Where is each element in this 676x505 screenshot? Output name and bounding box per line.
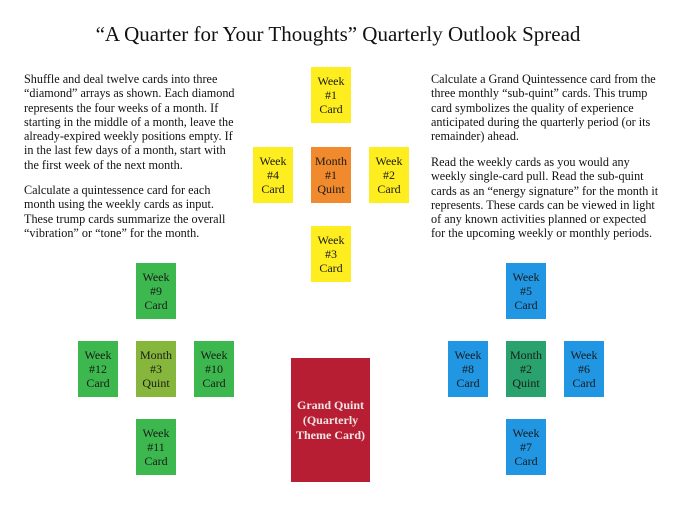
text-line: Shuffle and deal twelve cards into three: [24, 72, 218, 86]
text-line: of any known activities planned or expected: [431, 212, 647, 227]
text-line: Read the weekly cards as you would any: [431, 155, 630, 169]
month-2-quint-card: Month #2 Quint: [506, 341, 546, 397]
grand-quint-card: Grand Quint (Quarterly Theme Card): [291, 358, 370, 482]
text-line: three monthly “sub-quint” cards. This trump: [431, 86, 648, 101]
week-7-card: Week #7 Card: [506, 419, 546, 475]
text-line: for the upcoming weekly or monthly periods.: [431, 226, 653, 241]
text-line: the first week of the next month.: [24, 157, 183, 172]
week-1-card: Week #1 Card: [311, 67, 351, 123]
instructions-left-p1: [24, 72, 274, 172]
week-12-card: Week #12 Card: [78, 341, 118, 397]
text-line: month using the weekly cards as input.: [24, 197, 214, 212]
week-5-card: Week #5 Card: [506, 263, 546, 319]
text-line: Calculate a quintessence card for each: [24, 183, 211, 197]
text-line: Calculate a Grand Quintessence card from the: [431, 72, 656, 86]
instructions-left-p2: [24, 183, 274, 240]
text-line: card symbolizes the quality of experience: [431, 100, 634, 115]
week-11-card: Week #11 Card: [136, 419, 176, 475]
week-2-card: Week #2 Card: [369, 147, 409, 203]
week-8-card: Week #8 Card: [448, 341, 488, 397]
text-line: “vibration” or “tone” for the month.: [24, 225, 200, 240]
text-line: in the last few days of a month, start with: [24, 143, 226, 158]
text-line: weekly single-card pull. Read the sub-quint: [431, 169, 644, 184]
week-4-card: Week #4 Card: [253, 147, 293, 203]
week-3-card: Week #3 Card: [311, 226, 351, 282]
text-line: anticipated during the quarterly period (or its: [431, 114, 651, 129]
text-line: already-expired weekly positions empty. If: [24, 129, 233, 144]
text-line: cards as an “energy signature” for the month it: [431, 183, 659, 198]
instructions-right-p1: [431, 72, 671, 143]
text-line: represents the four weeks of a month. If: [24, 100, 219, 115]
week-6-card: Week #6 Card: [564, 341, 604, 397]
week-9-card: Week #9 Card: [136, 263, 176, 319]
text-line: starting in the middle of a month, leave the: [24, 114, 234, 129]
text-line: represents. These cards can be viewed in light: [431, 197, 655, 212]
page-title: “A Quarter for Your Thoughts” Quarterly Outlook Spread: [95, 22, 581, 46]
text-line: remainder) ahead.: [431, 129, 519, 144]
text-line: “diamond” arrays as shown. Each diamond: [24, 86, 235, 101]
text-line: These trump cards summarize the overall: [24, 211, 226, 226]
month-3-quint-card: Month #3 Quint: [136, 341, 176, 397]
week-10-card: Week #10 Card: [194, 341, 234, 397]
month-1-quint-card: Month #1 Quint: [311, 147, 351, 203]
instructions-right-p2: [431, 155, 671, 241]
